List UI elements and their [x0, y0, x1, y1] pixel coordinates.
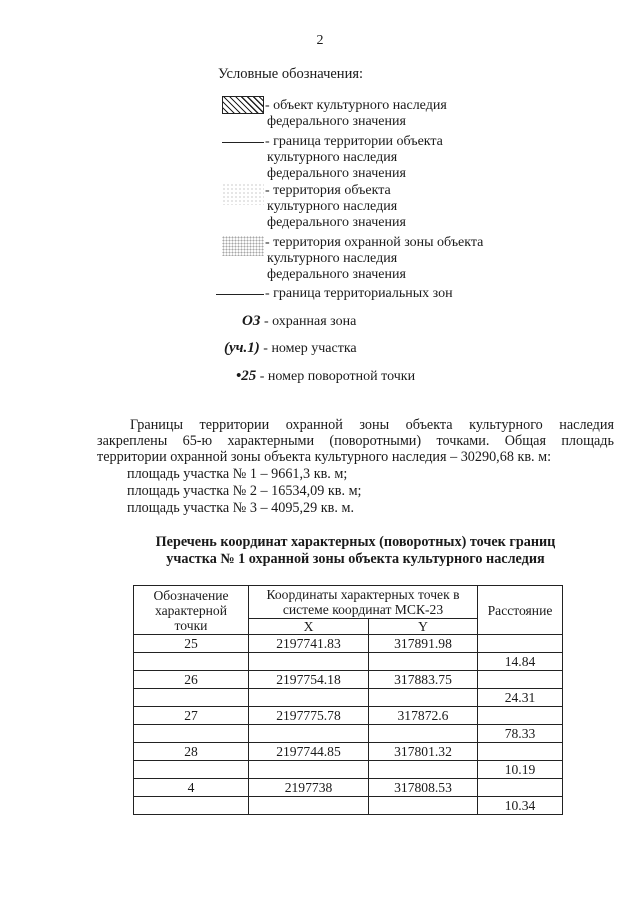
cell-point: 4 — [134, 779, 249, 797]
legend-item-plot: (уч.1) - номер участка — [224, 340, 357, 356]
table-row — [134, 653, 563, 671]
cell-y: 317801.32 — [369, 743, 478, 761]
cell-y: 317872.6 — [369, 707, 478, 725]
area-plot-2: площадь участка № 2 – 16534,09 кв. м; — [127, 483, 362, 499]
boundary-line-icon — [222, 142, 264, 143]
coordinates-table — [133, 585, 563, 815]
cell-y: 317891.98 — [369, 635, 478, 653]
legend-title: Условные обозначения: — [218, 66, 364, 82]
cell-x: 2197741.83 — [249, 635, 369, 653]
cell-x: 2197754.18 — [249, 671, 369, 689]
legend-item-point: •25 - номер поворотной точки — [236, 368, 416, 384]
hatch-swatch-icon — [222, 96, 264, 114]
table-row — [134, 689, 563, 707]
table-row — [134, 725, 563, 743]
cell-point: 27 — [134, 707, 249, 725]
cell-distance: 10.19 — [478, 761, 563, 779]
area-plot-3: площадь участка № 3 – 4095,29 кв. м. — [127, 500, 354, 516]
legend-item-protection-zone: - территория охранной зоны объекта культурного наследия федерального значения — [265, 235, 484, 282]
legend-item-territory-boundary: - граница территории объекта культурного наследия федерального значения — [265, 134, 443, 181]
table-row — [134, 707, 563, 725]
cell-x: 2197744.85 — [249, 743, 369, 761]
cell-distance: 10.34 — [478, 797, 563, 815]
header-y: Y — [369, 619, 478, 635]
legend-item-heritage: - объект культурного наследия федерального значения — [265, 98, 447, 129]
table-row — [134, 761, 563, 779]
cell-distance — [478, 779, 563, 797]
table-row — [134, 671, 563, 689]
cell-distance — [478, 707, 563, 725]
header-point: Обозначение характерной точки — [134, 586, 249, 635]
table-row — [134, 797, 563, 815]
header-coordinates: Координаты характерных точек в системе координат МСК-23 — [249, 586, 478, 619]
legend-item-territory: - территория объекта культурного наследия федерального значения — [265, 183, 406, 230]
area-plot-1: площадь участка № 1 – 9661,3 кв. м; — [127, 466, 348, 482]
zone-symbol: ОЗ — [242, 313, 261, 329]
cell-point: 28 — [134, 743, 249, 761]
table-header-row — [134, 586, 563, 619]
table-title: Перечень координат характерных (поворотных) точек границ участка № 1 охранной зоны объекта культурного наследия — [155, 534, 556, 567]
cell-y: 317883.75 — [369, 671, 478, 689]
header-distance: Расстояние — [478, 586, 563, 635]
cell-distance — [478, 743, 563, 761]
table-row — [134, 743, 563, 761]
page-number: 2 — [316, 33, 324, 48]
cell-distance — [478, 635, 563, 653]
legend-item-zone: ОЗ - охранная зона — [242, 313, 357, 329]
cell-y: 317808.53 — [369, 779, 478, 797]
territory-swatch-icon — [222, 183, 264, 205]
table-row — [134, 779, 563, 797]
header-x: X — [249, 619, 369, 635]
zone-boundary-line-icon — [216, 294, 264, 295]
cell-distance: 78.33 — [478, 725, 563, 743]
description-paragraph: Границы территории охранной зоны объекта культурного наследия закреплены 65-ю характерными (поворотными) точками. Общая площадь территории охранной зоны объекта культурного наследия – 30290,68 кв. м: — [97, 417, 614, 465]
legend-item-zone-boundary: - граница территориальных зон — [265, 286, 453, 301]
cell-point: 26 — [134, 671, 249, 689]
cell-point: 25 — [134, 635, 249, 653]
plot-symbol: (уч.1) — [224, 340, 260, 356]
point-symbol: •25 — [236, 368, 257, 384]
cell-x: 2197775.78 — [249, 707, 369, 725]
table-row — [134, 635, 563, 653]
cell-distance: 14.84 — [478, 653, 563, 671]
protection-zone-swatch-icon — [222, 236, 264, 256]
cell-distance: 24.31 — [478, 689, 563, 707]
cell-distance — [478, 671, 563, 689]
cell-x: 2197738 — [249, 779, 369, 797]
